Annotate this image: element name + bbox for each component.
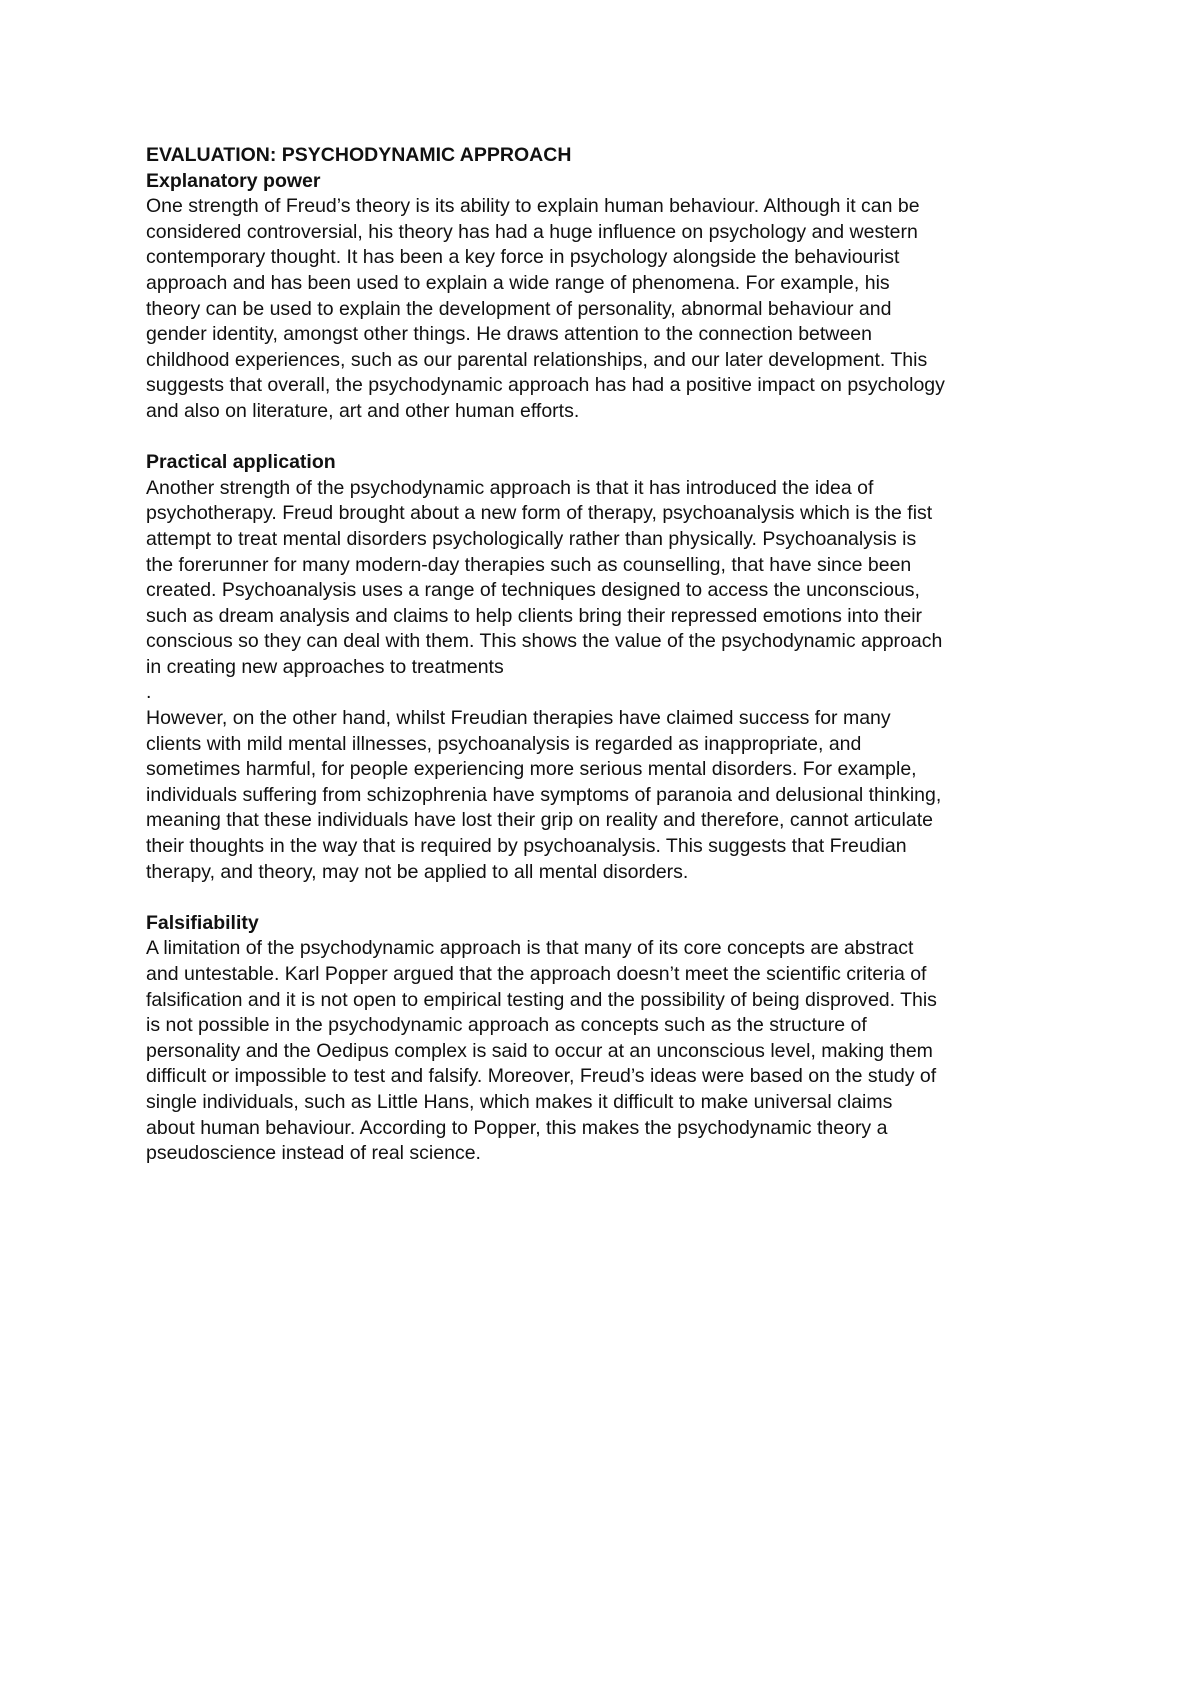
- paragraph-spacer: [146, 425, 1076, 451]
- section-heading: Falsifiability: [146, 911, 259, 934]
- text-line: and also on literature, art and other human efforts.: [146, 399, 580, 422]
- text-line: .: [146, 681, 152, 704]
- text-line: considered controversial, his theory has had a huge influence on psychology and western: [146, 220, 918, 243]
- text-line: their thoughts in the way that is required by psychoanalysis. This suggests that Freudian: [146, 835, 907, 858]
- text-line: contemporary thought. It has been a key force in psychology alongside the behaviourist: [146, 246, 900, 269]
- section-practical-application: [146, 450, 1076, 885]
- text-line: Another strength of the psychodynamic approach is that it has introduced the idea of: [146, 476, 874, 499]
- text-line: and untestable. Karl Popper argued that the approach doesn’t meet the scientific criteria of: [146, 963, 927, 985]
- text-line: therapy, and theory, may not be applied to all mental disorders.: [146, 860, 689, 883]
- document-body: [146, 143, 1076, 1167]
- text-line: However, on the other hand, whilst Freudian therapies have claimed success for many: [146, 707, 891, 730]
- section-explanatory-power: [146, 169, 1076, 425]
- paragraph: [146, 936, 1076, 1166]
- text-line: psychotherapy. Freud brought about a new form of therapy, psychoanalysis which is the fist: [146, 502, 933, 525]
- text-line: the forerunner for many modern-day therapies such as counselling, that have since been: [146, 553, 912, 576]
- text-line: One strength of Freud’s theory is its ability to explain human behaviour. Although it can be: [146, 195, 920, 218]
- text-line: approach and has been used to explain a wide range of phenomena. For example, his: [146, 271, 890, 294]
- text-line: about human behaviour. According to Popper, this makes the psychodynamic theory a: [146, 1116, 888, 1139]
- paragraph: [146, 194, 1076, 424]
- text-line: sometimes harmful, for people experiencing more serious mental disorders. For example,: [146, 758, 917, 781]
- text-line: gender identity, amongst other things. He draws attention to the connection between: [146, 323, 872, 346]
- paragraph: [146, 706, 1076, 885]
- section-falsifiability: [146, 911, 1076, 1167]
- text-line: childhood experiences, such as our parental relationships, and our later development. This: [146, 348, 928, 371]
- section-heading: Explanatory power: [146, 169, 321, 192]
- text-line: attempt to treat mental disorders psychologically rather than physically. Psychoanalysis is: [146, 527, 917, 550]
- text-line: difficult or impossible to test and falsify. Moreover, Freud’s ideas were based on the study of: [146, 1065, 937, 1088]
- text-line: pseudoscience instead of real science.: [146, 1142, 481, 1165]
- text-line: is not possible in the psychodynamic approach as concepts such as the structure of: [146, 1014, 867, 1037]
- paragraph-spacer: [146, 885, 1076, 911]
- section-heading: Practical application: [146, 451, 336, 474]
- text-line: conscious so they can deal with them. This shows the value of the psychodynamic approach: [146, 630, 943, 653]
- text-line: theory can be used to explain the development of personality, abnormal behaviour and: [146, 297, 892, 320]
- text-line: created. Psychoanalysis uses a range of techniques designed to access the unconscious,: [146, 579, 920, 602]
- text-line: falsification and it is not open to empirical testing and the possibility of being disproved. This: [146, 988, 937, 1011]
- text-line: meaning that these individuals have lost their grip on reality and therefore, cannot articulate: [146, 809, 933, 832]
- text-line: clients with mild mental illnesses, psychoanalysis is regarded as inappropriate, and: [146, 732, 862, 755]
- text-line: in creating new approaches to treatments: [146, 655, 504, 678]
- text-line: single individuals, such as Little Hans, which makes it difficult to make universal claims: [146, 1090, 893, 1113]
- text-line: A limitation of the psychodynamic approach is that many of its core concepts are abstract: [146, 937, 914, 960]
- document-title: EVALUATION: PSYCHODYNAMIC APPROACH: [146, 144, 572, 166]
- text-line: suggests that overall, the psychodynamic approach has had a positive impact on psychology: [146, 374, 945, 397]
- text-line: such as dream analysis and claims to help clients bring their repressed emotions into their: [146, 604, 923, 627]
- text-line: individuals suffering from schizophrenia have symptoms of paranoia and delusional thinking,: [146, 783, 942, 806]
- text-line: personality and the Oedipus complex is said to occur at an unconscious level, making them: [146, 1039, 933, 1062]
- paragraph: [146, 476, 1076, 706]
